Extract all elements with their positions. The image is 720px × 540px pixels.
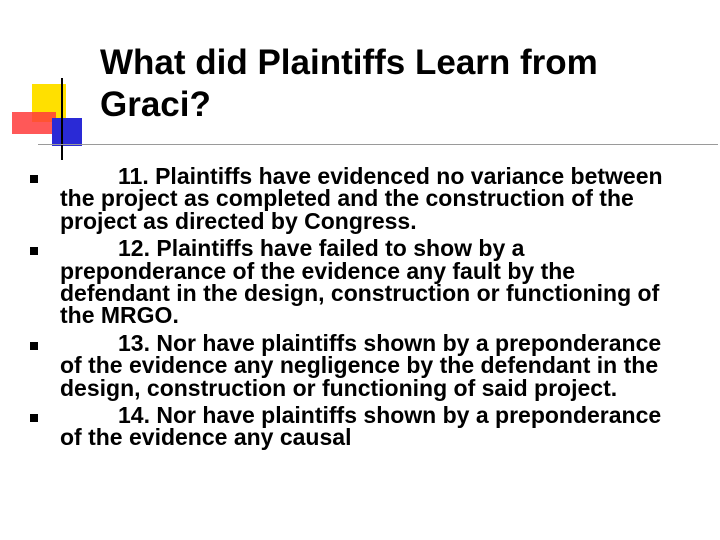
title-divider-line [38,144,718,145]
bullet-square-icon [30,247,38,255]
bullet-item [0,404,720,449]
bullet-text: 12. Plaintiffs have failed to show by a preponderance of the evidence any fault by the defendant in the design, construction or functioning of the MRGO. [60,235,660,329]
bullet-text: 11. Plaintiffs have evidenced no variance between the project as completed and the construction of the project as directed by Congress. [60,163,663,234]
bullet-square-icon [30,414,38,422]
bullet-item [0,165,720,232]
bullet-text: 14. Nor have plaintiffs shown by a preponderance of the evidence any causal [60,402,662,451]
bullet-item [0,237,720,327]
bullet-text: 13. Nor have plaintiffs shown by a preponderance of the evidence any negligence by the defendant in the design, construction or functioning of said project. [60,329,662,401]
bullet-item [0,329,720,401]
bullet-list [0,165,720,454]
bullet-square-icon [30,342,38,350]
slide-title: What did Plaintiffs Learn from Graci? [100,43,598,124]
logo-blue-square [52,118,82,146]
logo-red-bar [12,112,56,134]
bullet-square-icon [30,175,38,183]
logo-vertical-line [61,78,63,160]
